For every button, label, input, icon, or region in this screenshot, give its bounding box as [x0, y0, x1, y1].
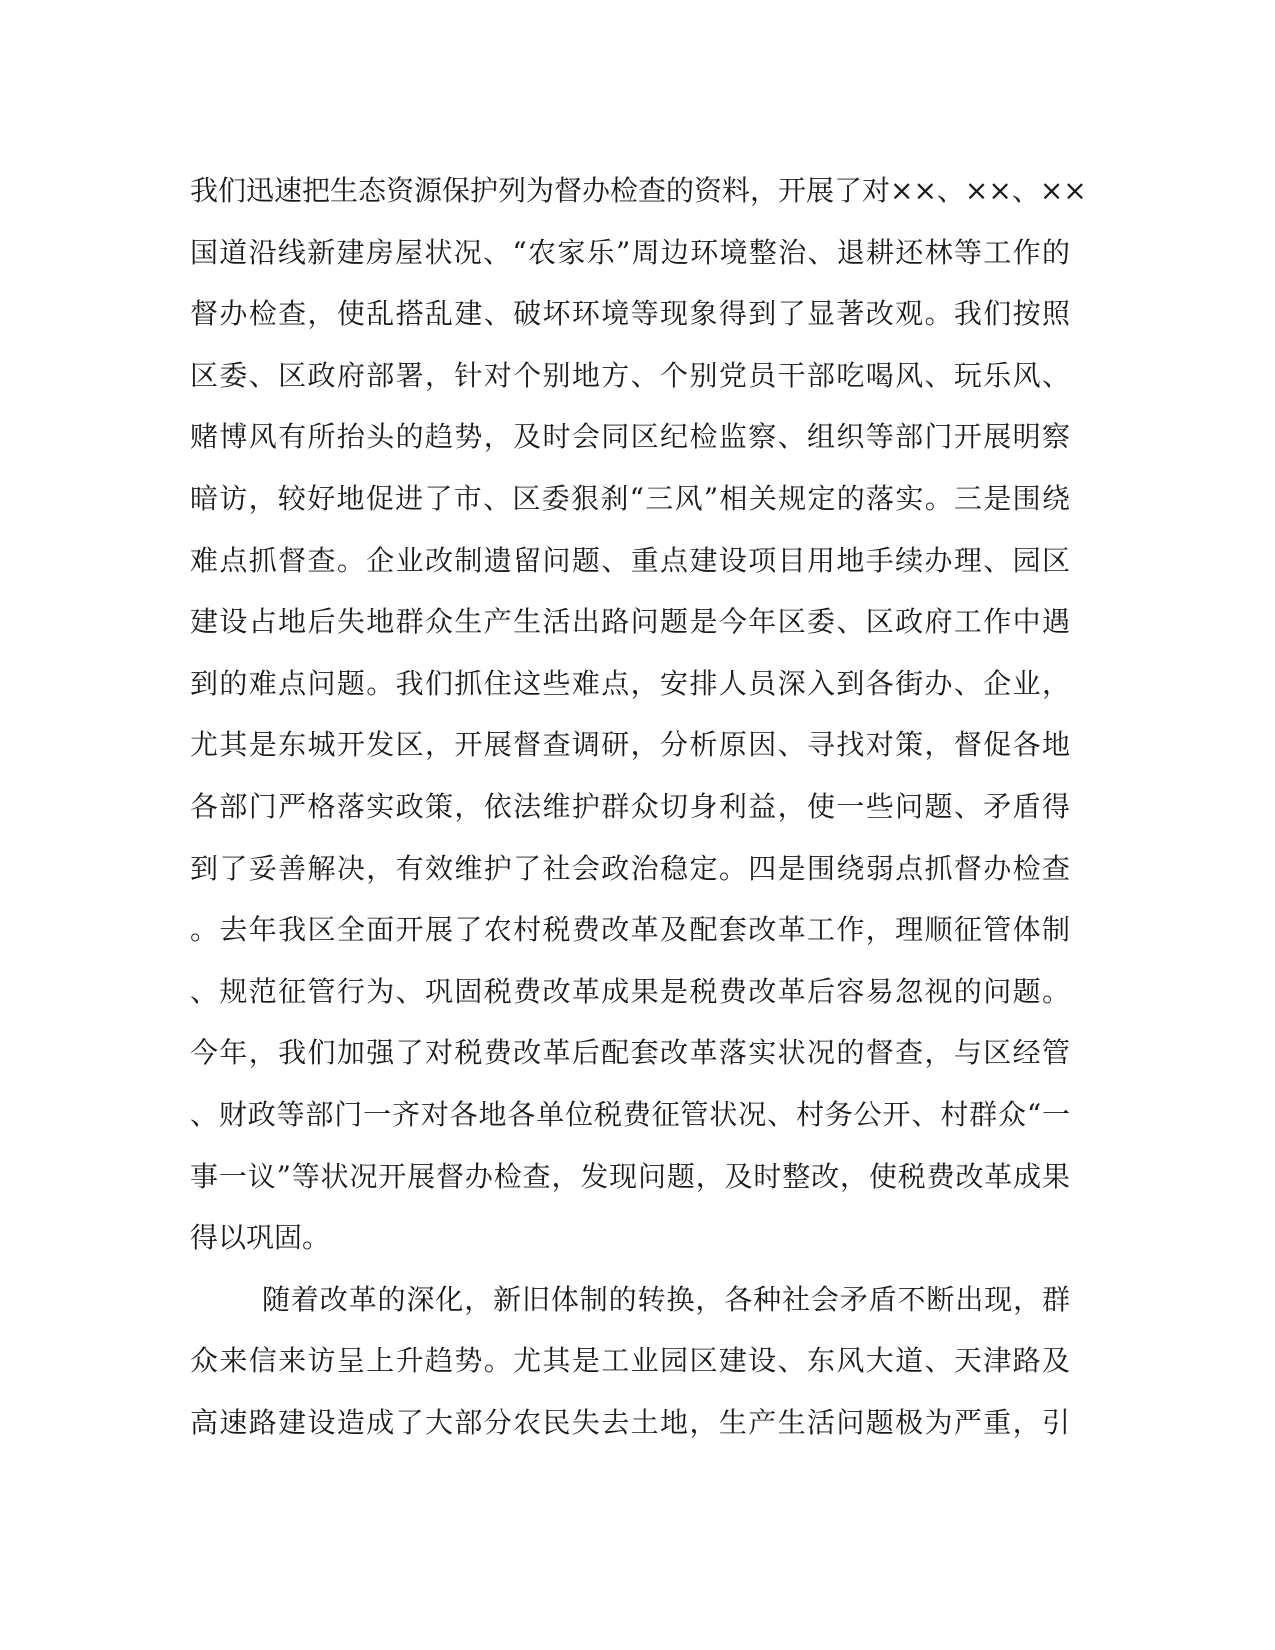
text-line: 国道沿线新建房屋状况、“农家乐”周边环境整治、退耕还林等工作的: [190, 235, 1070, 269]
text-line: 、财政等部门一齐对各地各单位税费征管状况、村务公开、村群众“一: [190, 1097, 1070, 1131]
text-line: 我们迅速把生态资源保护列为督办检查的资料，开展了对××、××、××: [190, 174, 1087, 207]
text-line: 到了妥善解决，有效维护了社会政治稳定。四是围绕弱点抓督办检查: [190, 851, 1070, 885]
text-line: 各部门严格落实政策，依法维护群众切身利益，使一些问题、矛盾得: [190, 789, 1070, 823]
text-line: 赌博风有所抬头的趋势，及时会同区纪检监察、组织等部门开展明察: [190, 420, 1070, 454]
text-line: 暗访，较好地促进了市、区委狠刹“三风”相关规定的落实。三是围绕: [190, 481, 1070, 515]
text-line: 得以巩固。: [190, 1221, 331, 1255]
text-line: 。去年我区全面开展了农村税费改革及配套改革工作，理顺征管体制: [190, 913, 1070, 947]
body-text: [190, 160, 1087, 1453]
text-line: 建设占地后失地群众生产生活出路问题是今年区委、区政府工作中遇: [190, 605, 1070, 639]
text-line: 、规范征管行为、巩固税费改革成果是税费改革后容易忽视的问题。: [190, 974, 1070, 1008]
text-line: 高速路建设造成了大部分农民失去土地，生产生活问题极为严重，引: [190, 1405, 1070, 1439]
text-line: 督办检查，使乱搭乱建、破坏环境等现象得到了显著改观。我们按照: [190, 297, 1070, 331]
text-line: 到的难点问题。我们抓住这些难点，安排人员深入到各街办、企业，: [190, 666, 1070, 700]
text-line: 区委、区政府部署，针对个别地方、个别党员干部吃喝风、玩乐风、: [190, 358, 1070, 392]
text-line: 事一议”等状况开展督办检查，发现问题，及时整改，使税费改革成果: [190, 1159, 1070, 1193]
text-line: 尤其是东城开发区，开展督查调研，分析原因、寻找对策，督促各地: [190, 728, 1070, 762]
text-line: 随着改革的深化，新旧体制的转换，各种社会矛盾不断出现，群: [262, 1282, 1070, 1316]
text-line: 今年，我们加强了对税费改革后配套改革落实状况的督查，与区经管: [190, 1036, 1070, 1070]
text-line: 难点抓督查。企业改制遗留问题、重点建设项目用地手续办理、园区: [190, 543, 1070, 577]
text-line: 众来信来访呈上升趋势。尤其是工业园区建设、东风大道、天津路及: [190, 1344, 1070, 1378]
